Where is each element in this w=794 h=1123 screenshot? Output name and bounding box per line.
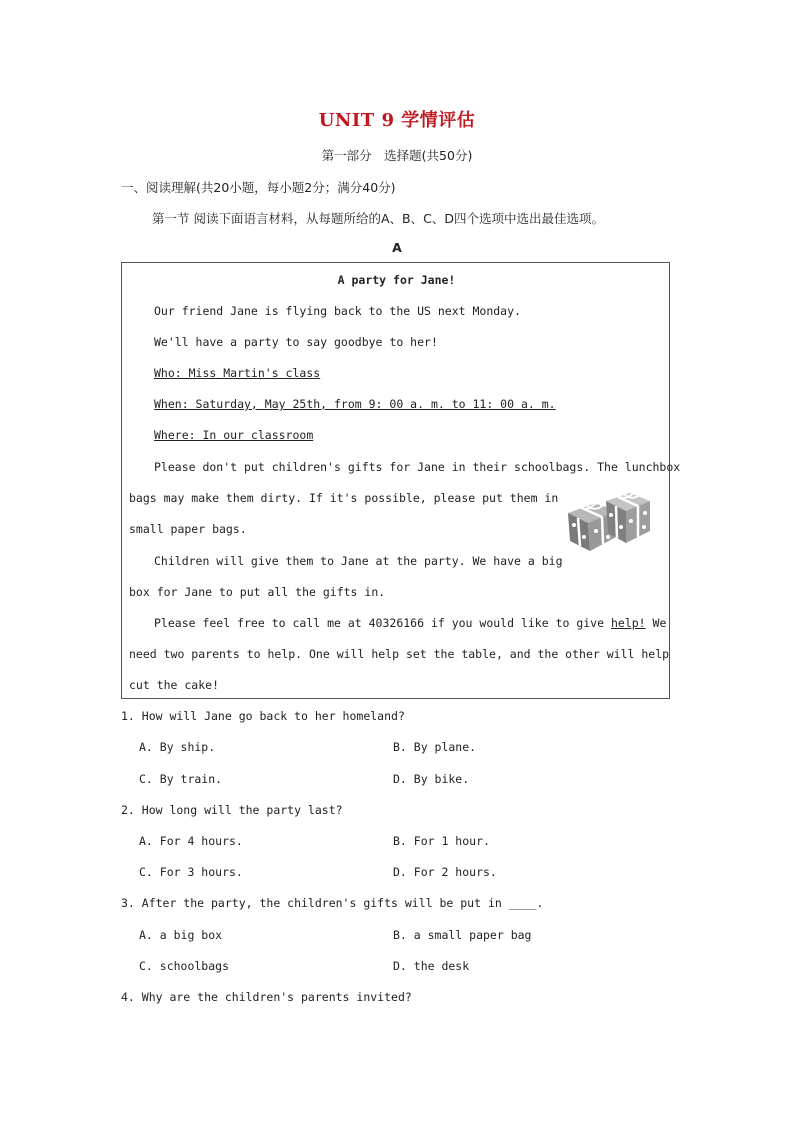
option-c: C. For 3 hours. xyxy=(139,865,243,879)
gift-box-right xyxy=(606,493,650,543)
question-stem: 2. How long will the party last? xyxy=(121,803,343,817)
passage-box xyxy=(121,262,681,699)
option-d: D. the desk xyxy=(393,959,470,973)
passage-line xyxy=(122,616,703,630)
help-link: help! xyxy=(610,616,646,630)
passage-text: Please feel free to call me at 40326166 if you would like to give xyxy=(154,616,611,630)
passage-line: bags may make them dirty. If it's possible, please put them in xyxy=(129,491,559,505)
option-b: B. a small paper bag xyxy=(393,928,532,942)
option-d: D. For 2 hours. xyxy=(393,865,497,879)
question-stem: 3. After the party, the children's gifts will be put in ____. xyxy=(121,896,544,910)
option-b: B. For 1 hour. xyxy=(393,834,490,848)
passage-line: Children will give them to Jane at the party. We have a big xyxy=(154,554,563,568)
passage-line: cut the cake! xyxy=(129,678,220,692)
option-a: A. a big box xyxy=(139,928,223,942)
where-line xyxy=(122,428,703,442)
passage-line: Our friend Jane is flying back to the US next Monday. xyxy=(154,304,521,318)
passage-text: We xyxy=(645,616,667,630)
section-title: 一、阅读理解(共20小题，每小题2分；满分40分) xyxy=(121,180,396,195)
subsection-title: 第一节 阅读下面语言材料，从每题所给的A、B、C、D四个选项中选出最佳选项。 xyxy=(152,211,604,226)
passage-heading: A party for Jane! xyxy=(337,273,456,287)
passage-letter: A xyxy=(392,240,402,255)
where-text: Where: In our classroom xyxy=(154,428,314,442)
part-title: 第一部分 选择题(共50分) xyxy=(321,148,473,163)
who-line xyxy=(122,366,703,380)
passage-line: Please don't put children's gifts for Jane in their schoolbags. The lunchbox xyxy=(154,460,681,474)
question-stem: 4. Why are the children's parents invited? xyxy=(121,990,412,1004)
question-stem: 1. How will Jane go back to her homeland? xyxy=(121,709,405,723)
passage-line: need two parents to help. One will help set the table, and the other will help xyxy=(129,647,670,661)
when-text: When: Saturday, May 25th, from 9: 00 a. m. to 11: 00 a. m. xyxy=(154,397,556,411)
passage-line: small paper bags. xyxy=(129,522,247,536)
option-c: C. By train. xyxy=(139,772,223,786)
gift-boxes-image xyxy=(560,491,656,553)
option-a: A. By ship. xyxy=(139,740,216,754)
who-text: Who: Miss Martin's class xyxy=(154,366,321,380)
passage-line: We'll have a party to say goodbye to her! xyxy=(154,335,438,349)
page-title: UNIT 9 学情评估 xyxy=(318,110,476,131)
option-a: A. For 4 hours. xyxy=(139,834,243,848)
option-d: D. By bike. xyxy=(393,772,470,786)
passage-line: box for Jane to put all the gifts in. xyxy=(129,585,386,599)
when-line xyxy=(122,397,703,411)
option-c: C. schoolbags xyxy=(139,959,230,973)
option-b: B. By plane. xyxy=(393,740,477,754)
